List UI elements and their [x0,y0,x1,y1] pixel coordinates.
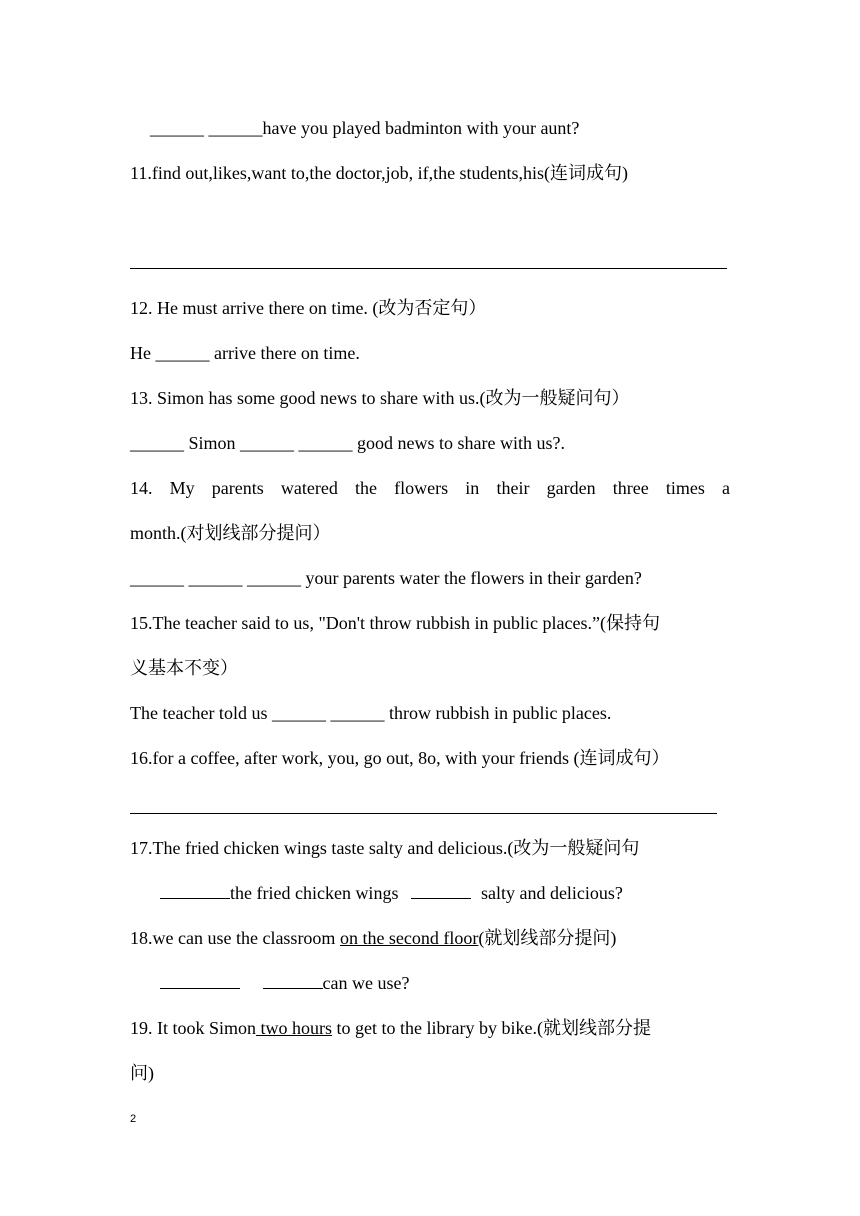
underlined-phrase: on the second floor [339,928,479,948]
q16-answer-line [130,813,717,814]
q12-answer-line: He ______ arrive there on time. [130,343,360,363]
q10-answer-line: ______ ______have you played badminton with your aunt? [150,118,580,138]
q11-answer-line [130,268,727,269]
answer-blank[interactable] [160,971,240,989]
question-15-line-1: 15.The teacher said to us, "Don't throw rubbish in public places.”(保持句 [130,613,660,633]
question-19-line-2: 问) [130,1063,154,1083]
question-17: 17.The fried chicken wings taste salty and delicious.(改为一般疑问句 [130,838,640,858]
question-12: 12. He must arrive there on time. (改为否定句） [130,298,487,318]
q13-answer-line: ______ Simon ______ ______ good news to share with us?. [130,433,565,453]
answer-blank[interactable] [160,881,230,899]
q14-answer-line: ______ ______ ______ your parents water the flowers in their garden? [130,568,642,588]
question-13: 13. Simon has some good news to share with us.(改为一般疑问句） [130,388,630,408]
question-19-line-1: 19. It took Simon two hours to get to the library by bike.(就划线部分提 [130,1018,651,1038]
question-14-line-1: 14. My parents watered the flowers in their garden three times a [130,478,730,498]
q17-answer-line: the fried chicken wings salty and delicious? [160,881,623,905]
q18-answer-line: can we use? [160,971,409,995]
answer-blank[interactable] [411,881,471,899]
question-14-line-2: month.(对划线部分提问） [130,523,331,543]
answer-blank[interactable] [263,971,323,989]
question-15-line-2: 义基本不变） [130,658,238,678]
question-18: 18.we can use the classroom on the second floor(就划线部分提问) [130,928,617,948]
underlined-phrase: two hours [256,1018,333,1038]
question-16: 16.for a coffee, after work, you, go out, 8o, with your friends (连词成句） [130,748,670,768]
page-number: 2 [130,1113,137,1125]
question-11: 11.find out,likes,want to,the doctor,job, if,the students,his(连词成句) [130,163,629,183]
q15-answer-line: The teacher told us ______ ______ throw rubbish in public places. [130,703,612,723]
